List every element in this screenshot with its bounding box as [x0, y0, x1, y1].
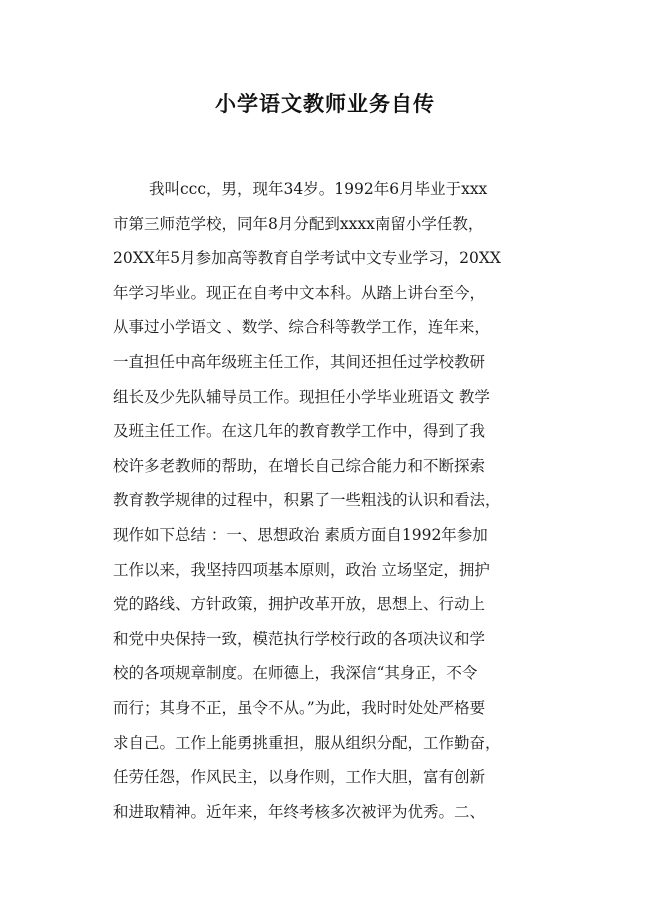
text-line: 20XX年5月参加高等教育自学考试中文专业学习，20XX [113, 249, 501, 268]
text-line: 现作如下总结 ：一、思想政治 素质方面自1992年参加 [113, 525, 488, 544]
text-line: 组长及少先队辅导员工作。现担任小学毕业班语文 教学 [113, 387, 490, 406]
text-line: 校许多老教师的帮助，在增长自己综合能力和不断探索 [113, 456, 486, 475]
text-line: 我叫ccc，男，现年34岁。1992年6月毕业于xxx [149, 180, 488, 198]
text-line: 党的路线、方针政策，拥护改革开放，思想上、行动上 [113, 595, 486, 614]
text-line: 从事过小学语文 、数学、综合科等教学工作，连年来， [113, 318, 490, 337]
page-title: 小学语文教师业务自传 [215, 92, 435, 116]
text-line: 和党中央保持一致，模范执行学校行政的各项决议和学 [113, 629, 486, 648]
text-line: 而行；其身不正，虽令不从。”为此，我时时处处严格要 [113, 698, 486, 717]
text-line: 及班主任工作。在这几年的教育教学工作中，得到了我 [113, 422, 486, 441]
text-line: 任劳任怨，作风民主，以身作则，工作大胆，富有创新 [113, 768, 486, 787]
text-line: 求自己。工作上能勇挑重担，服从组织分配，工作勤奋， [113, 733, 501, 752]
text-line: 校的各项规章制度。在师德上，我深信“其身正，不令 [113, 664, 478, 683]
text-line: 一直担任中高年级班主任工作，其间还担任过学校教研 [113, 352, 486, 371]
text-line: 市第三师范学校，同年8月分配到xxxx南留小学任教， [113, 214, 484, 233]
body-paragraph [113, 172, 553, 829]
text-line: 年学习毕业。现正在自考中文本科。从踏上讲台至今， [113, 283, 486, 302]
text-line: 教育教学规律的过程中，积累了一些粗浅的认识和看法， [113, 491, 501, 510]
text-line: 工作以来，我坚持四项基本原则，政治 立场坚定，拥护 [113, 560, 490, 579]
text-line: 和进取精神。近年来，年终考核多次被评为优秀。二、 [113, 802, 486, 821]
